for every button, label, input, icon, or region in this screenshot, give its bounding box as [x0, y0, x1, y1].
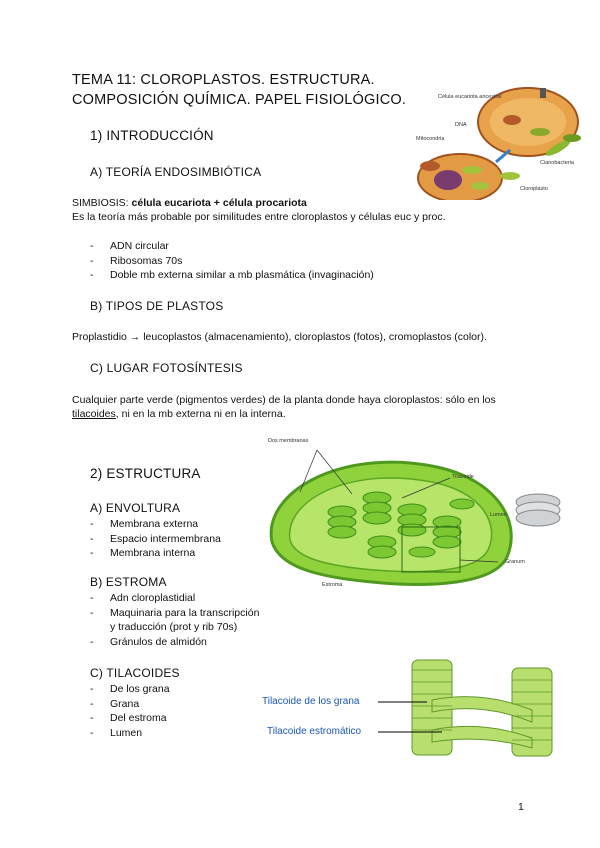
- tilacoides-link: tilacoides: [72, 408, 116, 420]
- section-2c-heading: C) TILACOIDES: [90, 666, 180, 680]
- similarities-list: [90, 239, 430, 283]
- list-item: - Gránulos de almidón: [90, 635, 290, 650]
- text-before: Cualquier parte verde (pigmentos verdes) de la planta donde haya cloroplastos: sólo en los: [72, 394, 496, 406]
- list-item: - Adn cloroplastidial: [90, 591, 290, 606]
- page-number: 1: [518, 801, 524, 813]
- list-item: - Membrana externa: [90, 517, 270, 532]
- list-item: - Membrana interna: [90, 546, 270, 561]
- endosymbiosis-figure: [400, 80, 590, 200]
- section-1b-heading: B) TIPOS DE PLASTOS: [90, 299, 224, 313]
- list-item: - De los grana: [90, 682, 250, 697]
- list-item: - Doble mb externa similar a mb plasmática (invaginación): [90, 268, 430, 283]
- section-2a-heading: A) ENVOLTURA: [90, 501, 181, 515]
- section-1-heading: 1) INTRODUCCIÓN: [90, 128, 214, 143]
- figure-label: Tilacoide: [452, 474, 474, 480]
- figure-label: Granum: [505, 559, 525, 565]
- list-item: [90, 606, 290, 635]
- list-item: - Del estroma: [90, 711, 250, 726]
- section-2-heading: 2) ESTRUCTURA: [90, 466, 201, 481]
- figure-label: Estroma: [322, 582, 343, 588]
- list-item: - Espacio intermembrana: [90, 532, 270, 547]
- title-line-1: TEMA 11: CLOROPLASTOS. ESTRUCTURA.: [72, 72, 375, 88]
- tilacoides-list: [90, 682, 250, 740]
- figure-label: Célula eucariota ancestral: [438, 94, 502, 100]
- figure-label: Dos membranas: [268, 438, 309, 444]
- section-2b-heading: B) ESTROMA: [90, 575, 167, 589]
- chloroplast-illustration: [262, 432, 572, 590]
- estroma-list: [90, 591, 290, 649]
- thylakoid-illustration: [262, 650, 577, 765]
- list-item: - Ribosomas 70s: [90, 254, 430, 269]
- list-item: - ADN circular: [90, 239, 430, 254]
- section-1a-heading: A) TEORÍA ENDOSIMBIÓTICA: [90, 165, 262, 179]
- thylakoid-figure: [262, 650, 577, 765]
- list-item: - Lumen: [90, 726, 250, 741]
- text-after: , ni en la mb externa ni en la interna.: [115, 408, 286, 420]
- list-item-text: Maquinaria para la transcripción: [110, 606, 260, 619]
- envoltura-list: [90, 517, 270, 561]
- figure-label: Cloroplasto: [520, 186, 548, 192]
- theory-text: Es la teoría más probable por similitudes entre cloroplastos y células euc y proc.: [72, 211, 446, 223]
- photosynthesis-place-text: [72, 393, 542, 421]
- page-title: [72, 70, 406, 110]
- simbiosis-prefix: SIMBIOSIS:: [72, 197, 132, 209]
- title-line-2: COMPOSICIÓN QUÍMICA. PAPEL FISIOLÓGICO.: [72, 92, 407, 108]
- figure-label: Cianobacteria: [540, 160, 574, 166]
- figure-label: Tilacoide estromático: [267, 726, 362, 737]
- figure-label: Mitocondria: [416, 136, 445, 142]
- chloroplast-structure-figure: [262, 432, 572, 590]
- figure-label: Lumen: [490, 512, 507, 518]
- figure-label: Tilacoide de los grana: [262, 696, 360, 707]
- simbiosis-bold: célula eucariota + célula procariota: [131, 197, 307, 209]
- list-item: - Grana: [90, 697, 250, 712]
- figure-label: DNA: [455, 122, 467, 128]
- plastid-types-text: Proplastidio → leucoplastos (almacenamiento), cloroplastos (fotos), cromoplastos (color).: [72, 331, 487, 343]
- section-1c-heading: C) LUGAR FOTOSÍNTESIS: [90, 361, 243, 375]
- list-item-continuation: y traducción (prot y rib 70s): [110, 621, 238, 633]
